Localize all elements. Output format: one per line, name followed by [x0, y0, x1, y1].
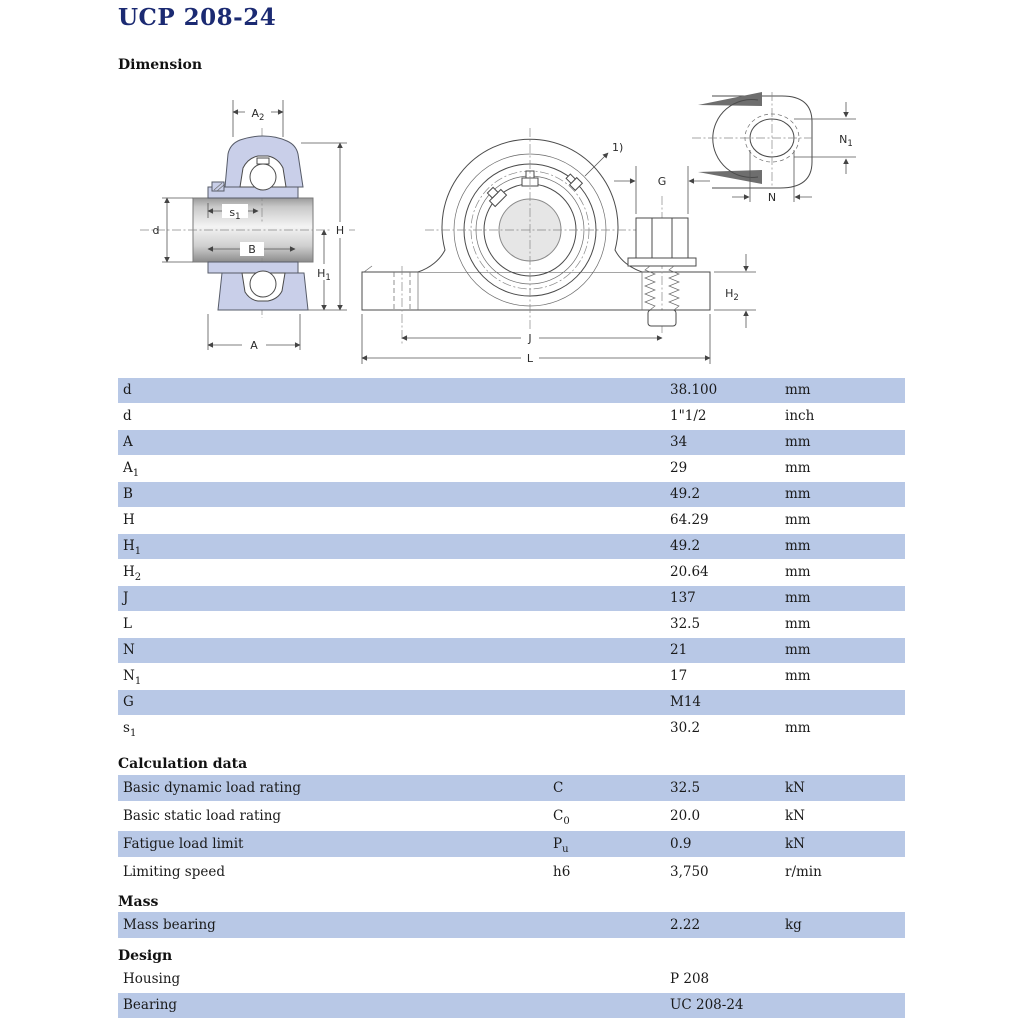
dim-label-g: G: [657, 175, 667, 188]
dim-label: $s_1$: [123, 720, 137, 739]
calc-unit: kN: [785, 780, 805, 796]
table-row: [118, 638, 905, 663]
dim-value: 49.2: [670, 486, 701, 502]
technical-drawing: [118, 85, 878, 373]
dim-label: $H_1$: [123, 538, 142, 557]
table-row: [118, 775, 905, 801]
dim-unit: mm: [785, 382, 811, 398]
table-row: [118, 912, 905, 938]
table-row: [118, 993, 905, 1018]
dim-label: d: [123, 382, 132, 398]
calc-label: Limiting speed: [123, 864, 225, 880]
dim-label: B: [123, 486, 133, 502]
table-row: [118, 534, 905, 559]
calc-label: Basic dynamic load rating: [123, 780, 302, 796]
dim-unit: mm: [785, 616, 811, 632]
table-row: [118, 967, 905, 992]
dim-unit: mm: [785, 538, 811, 554]
dim-value: 20.64: [670, 564, 709, 580]
mass-label: Mass bearing: [123, 917, 216, 933]
dim-unit: mm: [785, 434, 811, 450]
dim-label: $N_1$: [123, 668, 142, 687]
calc-symbol: C: [553, 780, 564, 796]
table-row: [118, 378, 905, 403]
dimension-table: [118, 378, 905, 742]
table-row: [118, 716, 905, 741]
dim-label-l: L: [526, 352, 534, 365]
calc-value: 0.9: [670, 836, 692, 852]
section-heading-calculation: Calculation data: [118, 756, 248, 772]
dim-value: 49.2: [670, 538, 701, 554]
dim-value: 34: [670, 434, 688, 450]
calculation-table: [118, 775, 905, 887]
dim-label: d: [123, 408, 132, 424]
page-title: UCP 208-24: [118, 4, 277, 31]
dim-value: 38.100: [670, 382, 718, 398]
dim-value: 64.29: [670, 512, 709, 528]
calc-value: 32.5: [670, 780, 701, 796]
dim-label: H: [123, 512, 135, 528]
front-view: [362, 128, 756, 365]
dim-label-j: J: [528, 332, 532, 345]
table-row: [118, 803, 905, 829]
dim-value: 17: [670, 668, 688, 684]
table-row: [118, 560, 905, 585]
dim-label-h: H: [335, 224, 345, 237]
calc-value: 20.0: [670, 808, 701, 824]
design-value: UC 208-24: [670, 997, 744, 1013]
calc-unit: kN: [785, 808, 805, 824]
dim-label-b: B: [248, 243, 256, 256]
design-label: Housing: [123, 971, 181, 987]
dim-label: A: [123, 434, 133, 450]
section-heading-mass: Mass: [118, 894, 159, 910]
table-row: [118, 456, 905, 481]
dim-label: J: [123, 590, 129, 606]
design-table: [118, 967, 905, 1019]
calc-symbol: $C_0$: [553, 808, 570, 827]
dim-label-n: N: [767, 191, 777, 204]
dim-label-h2: $H_2$: [725, 287, 739, 303]
dim-label-d: d: [152, 224, 160, 237]
dim-value: 1"1/2: [670, 408, 707, 424]
section-heading-design: Design: [118, 948, 173, 964]
dim-unit: mm: [785, 460, 811, 476]
dim-unit: mm: [785, 668, 811, 684]
dim-label: $H_2$: [123, 564, 142, 583]
dim-value: 30.2: [670, 720, 701, 736]
dim-unit: mm: [785, 720, 811, 736]
dim-value: 137: [670, 590, 696, 606]
calc-unit: r/min: [785, 864, 822, 880]
mass-unit: kg: [785, 917, 802, 933]
dim-label-a2: $A_2$: [251, 107, 265, 123]
dim-label: G: [123, 694, 134, 710]
calc-label: Basic static load rating: [123, 808, 282, 824]
top-view: [692, 92, 856, 204]
calc-symbol: $P_u$: [553, 836, 569, 855]
dim-unit: mm: [785, 564, 811, 580]
dim-unit: inch: [785, 408, 815, 424]
design-value: P 208: [670, 971, 710, 987]
dim-value: 29: [670, 460, 688, 476]
dim-unit: mm: [785, 590, 811, 606]
table-row: [118, 508, 905, 533]
dim-label: N: [123, 642, 135, 658]
dim-unit: mm: [785, 486, 811, 502]
table-row: [118, 831, 905, 857]
table-row: [118, 430, 905, 455]
table-row: [118, 690, 905, 715]
dim-value: M14: [670, 694, 702, 710]
mass-table: [118, 912, 905, 940]
table-row: [118, 404, 905, 429]
calc-label: Fatigue load limit: [123, 836, 244, 852]
dim-label-h1: $H_1$: [317, 267, 331, 283]
mass-value: 2.22: [670, 917, 701, 933]
calc-value: 3,750: [670, 864, 709, 880]
calc-unit: kN: [785, 836, 805, 852]
dim-label: $A_1$: [123, 460, 140, 479]
dim-value: 21: [670, 642, 688, 658]
design-label: Bearing: [123, 997, 178, 1013]
table-row: [118, 482, 905, 507]
dim-unit: mm: [785, 512, 811, 528]
calc-symbol: h6: [553, 864, 571, 880]
drawing-note-1: 1): [612, 141, 624, 154]
dim-unit: mm: [785, 642, 811, 658]
table-row: [118, 859, 905, 885]
table-row: [118, 612, 905, 637]
dim-label-a: A: [250, 339, 258, 352]
dim-label-s1: $s_1$: [229, 206, 241, 222]
table-row: [118, 664, 905, 689]
side-section-view: [140, 100, 355, 352]
section-heading-dimension: Dimension: [118, 57, 203, 73]
table-row: [118, 586, 905, 611]
dim-label-n1: $N_1$: [839, 133, 853, 149]
dim-value: 32.5: [670, 616, 701, 632]
dim-label: L: [123, 616, 132, 632]
